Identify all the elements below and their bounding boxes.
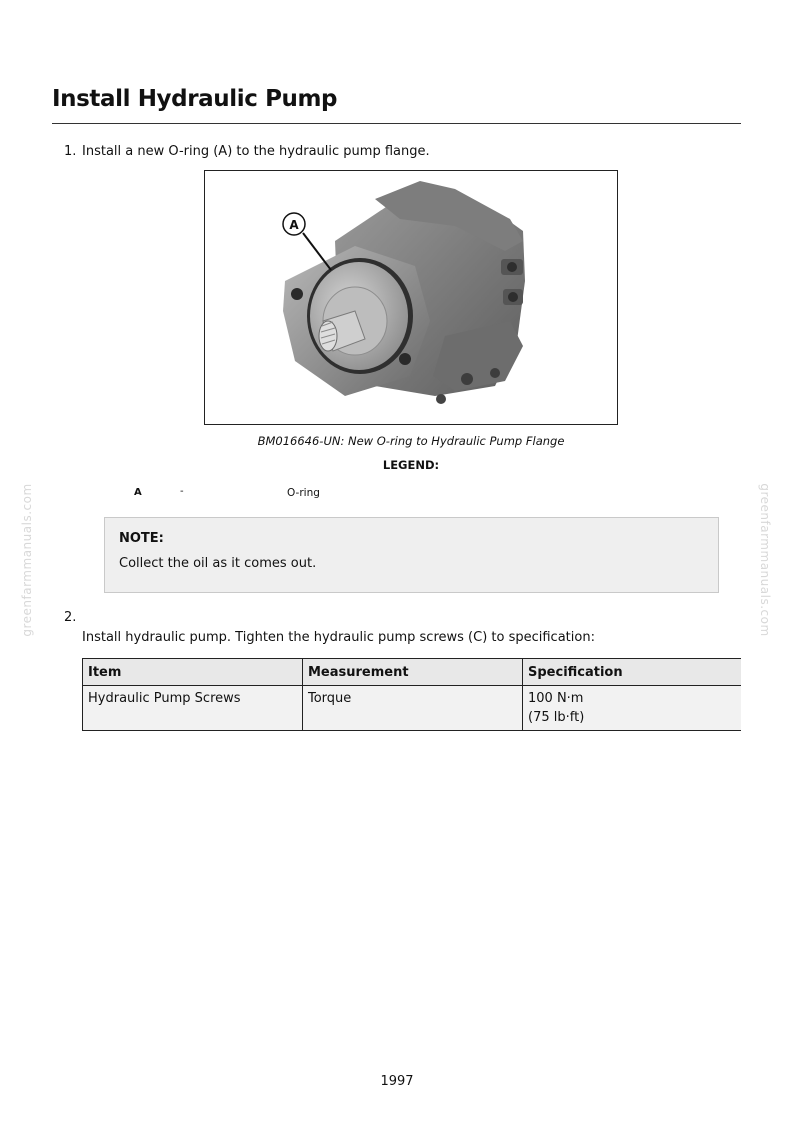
legend-key: A [134,487,142,498]
note-text: Collect the oil as it comes out. [119,556,317,571]
header-specification: Specification [523,659,742,686]
legend-title: LEGEND: [382,458,440,472]
specification-table [82,658,741,731]
cell-specification [523,686,742,731]
table-header-row [83,659,742,686]
header-measurement: Measurement [303,659,523,686]
callout-a-label: A [289,218,299,232]
page-title: Install Hydraulic Pump [52,86,338,112]
title-divider [52,123,741,124]
hydraulic-pump-illustration [205,171,616,423]
note-box [104,517,719,593]
note-title: NOTE: [119,531,164,546]
spec-value-metric: 100 N·m [528,691,584,706]
spec-value-imperial: (75 lb·ft) [528,710,585,725]
watermark-left: greenfarmmanuals.com [20,483,34,637]
table-row [83,686,742,731]
cell-measurement: Torque [303,686,523,731]
header-item: Item [83,659,303,686]
cell-item: Hydraulic Pump Screws [83,686,303,731]
step-2-number: 2. [64,610,77,625]
step-2-text: Install hydraulic pump. Tighten the hydraulic pump screws (C) to specification: [82,630,595,645]
watermark-right: greenfarmmanuals.com [758,483,772,637]
page-number: 1997 [380,1074,414,1089]
step-1-number: 1. [64,144,77,159]
legend-value: O-ring [287,487,320,499]
pump-figure [204,170,618,425]
figure-caption: BM016646-UN: New O-ring to Hydraulic Pump Flange [257,434,565,448]
legend-separator: - [180,486,184,497]
step-1-text: Install a new O-ring (A) to the hydraulic pump flange. [82,144,430,159]
